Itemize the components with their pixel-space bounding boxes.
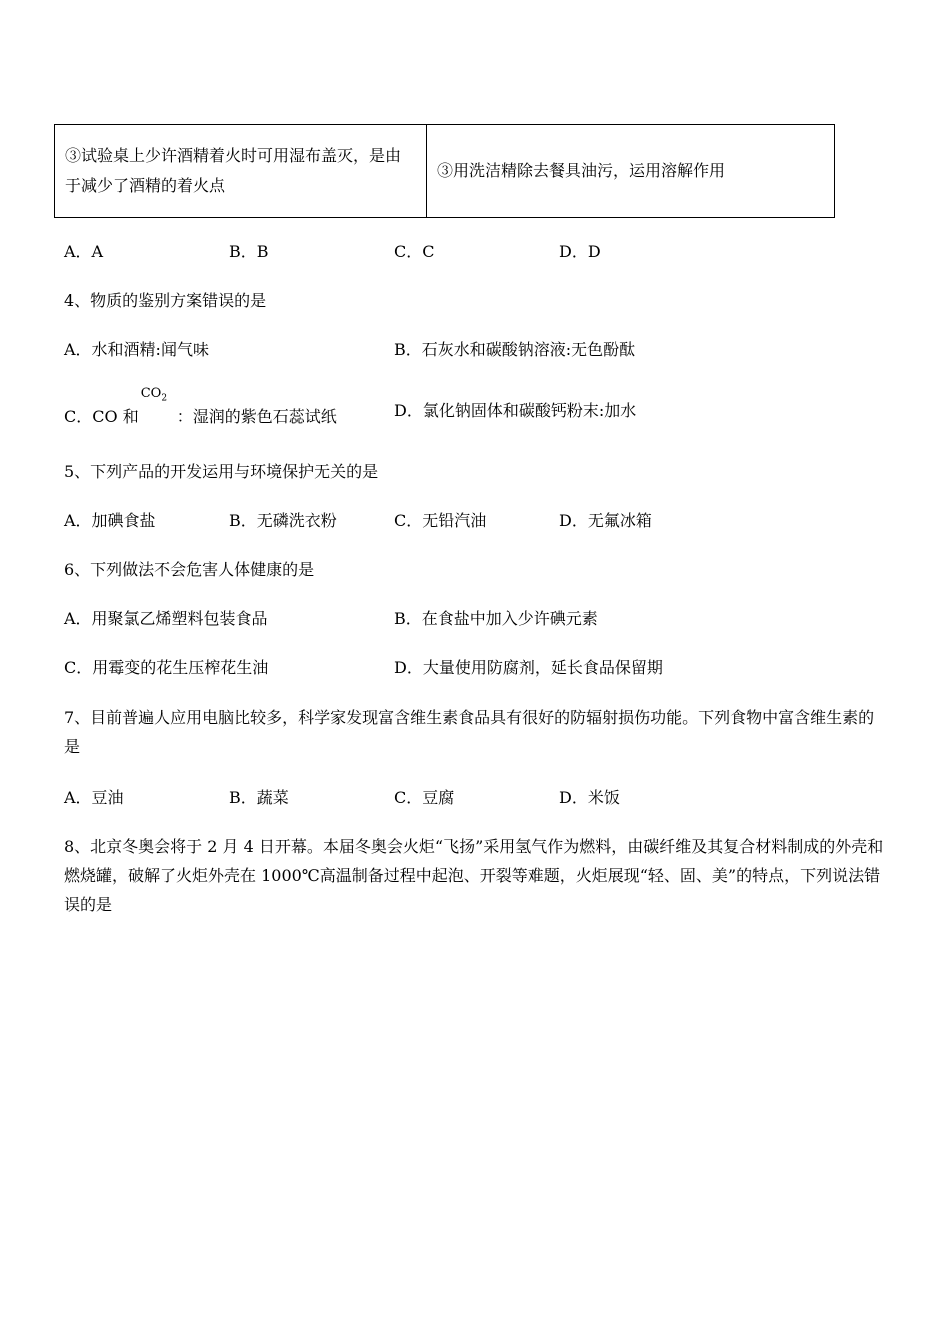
q4-option-a[interactable]: A．水和酒精:闻气味	[64, 340, 209, 359]
q4-option-b[interactable]: B．石灰水和碳酸钠溶液:无色酚酞	[394, 340, 636, 359]
q8-stem: 8、北京冬奥会将于 2 月 4 日开幕。本届冬奥会火炬“飞扬”采用氢气作为燃料，由碳纤维及其复合材料制成的外壳和燃烧罐，破解了火炬外壳在 1000℃高温制备过程中起泡、开裂等难题，火炬展现“轻、固、美”的特点，下列说法错误的是	[64, 837, 884, 914]
q5-option-b[interactable]: B．无磷洗衣粉	[229, 511, 337, 530]
co2-formula-text: CO	[140, 386, 162, 401]
q5-option-d[interactable]: D．无氟冰箱	[559, 511, 652, 530]
q3-option-c[interactable]: C．C	[394, 242, 435, 261]
q6-option-c[interactable]: C．用霉变的花生压榨花生油	[64, 658, 269, 677]
q4-stem: 4、物质的鉴别方案错误的是	[64, 291, 267, 310]
q5-option-a[interactable]: A．加碘食盐	[64, 511, 156, 530]
q5-option-c[interactable]: C．无铅汽油	[394, 511, 487, 530]
q6-option-b[interactable]: B．在食盐中加入少许碘元素	[394, 609, 598, 628]
q6-stem: 6、下列做法不会危害人体健康的是	[64, 560, 315, 579]
q6-option-a[interactable]: A．用聚氯乙烯塑料包装食品	[64, 609, 268, 628]
q5-stem: 5、下列产品的开发运用与环境保护无关的是	[64, 462, 379, 481]
q7-option-b[interactable]: B．蔬菜	[229, 788, 289, 807]
q7-option-d[interactable]: D．米饭	[559, 788, 620, 807]
q4-option-c[interactable]	[64, 386, 337, 428]
table-cell-right: ③用洗洁精除去餐具油污，运用溶解作用	[427, 125, 835, 218]
q4-option-c-suffix: ：湿润的紫色石蕊试纸	[176, 407, 337, 426]
table-row	[55, 125, 835, 218]
co2-formula-subscript: 2	[161, 393, 168, 404]
q3-option-a[interactable]: A．A	[64, 242, 104, 261]
q3-option-b[interactable]: B．B	[229, 242, 269, 261]
table-cell-left: ③试验桌上少许酒精着火时可用湿布盖灭，是由于减少了酒精的着火点	[55, 125, 427, 218]
q4-option-c-prefix: C．CO 和	[64, 407, 139, 426]
q6-option-d[interactable]: D．大量使用防腐剂，延长食品保留期	[394, 658, 663, 677]
comparison-table	[54, 124, 835, 218]
q7-option-c[interactable]: C．豆腐	[394, 788, 455, 807]
q3-option-d[interactable]: D．D	[559, 242, 601, 261]
q4-option-d[interactable]: D．氯化钠固体和碳酸钙粉末:加水	[394, 401, 637, 420]
co2-formula	[139, 386, 177, 422]
q7-option-a[interactable]: A．豆油	[64, 788, 124, 807]
q7-stem: 7、目前普遍人应用电脑比较多，科学家发现富含维生素食品具有很好的防辐射损伤功能。下列食物中富含维生素的是	[64, 708, 875, 756]
